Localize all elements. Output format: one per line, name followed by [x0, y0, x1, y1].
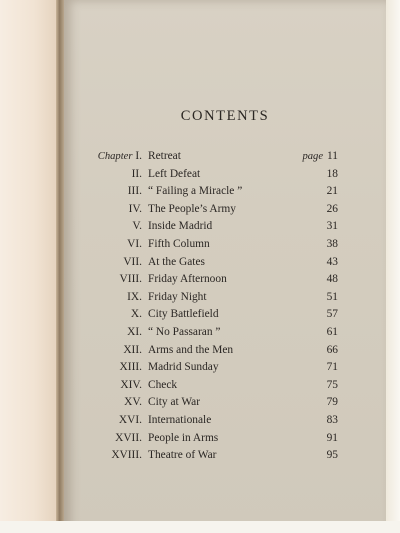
page-number-value: 91: [326, 431, 338, 444]
chapter-title: Madrid Sunday: [148, 361, 219, 374]
page-number-value: 43: [326, 255, 338, 268]
chapter-numeral-value: XIV.: [120, 378, 142, 391]
page-number-value: 18: [326, 167, 338, 180]
toc-row: [84, 430, 338, 448]
chapter-numeral-value: III.: [127, 185, 142, 198]
page-number: [327, 183, 338, 201]
chapter-title: Retreat: [148, 150, 181, 162]
page-number-value: 83: [326, 413, 338, 426]
page-number: [327, 201, 338, 219]
toc-row: [84, 218, 338, 236]
chapter-title: Inside Madrid: [148, 220, 213, 233]
toc-row: [84, 412, 338, 430]
page-number-value: 61: [326, 325, 338, 338]
toc-row: [84, 342, 338, 360]
chapter-numeral: [127, 236, 142, 254]
chapter-numeral-value: VI.: [127, 237, 142, 250]
contents-heading: CONTENTS: [180, 108, 270, 124]
chapter-numeral: [123, 342, 142, 360]
page-number: [327, 394, 338, 412]
chapter-numeral: [98, 148, 142, 166]
page-number: [327, 324, 338, 342]
left-page: [0, 0, 58, 533]
page-number-value: 75: [326, 378, 338, 391]
toc-row: [84, 289, 338, 307]
background-strip: [0, 521, 400, 533]
chapter-numeral: [120, 271, 142, 289]
chapter-title: Theatre of War: [148, 449, 217, 462]
chapter-numeral: [120, 377, 142, 395]
chapter-numeral-value: I.: [135, 150, 142, 162]
toc-row: [84, 254, 338, 272]
page-number-value: 21: [326, 185, 338, 198]
page-number-value: 66: [326, 343, 338, 356]
page-number: [327, 430, 338, 448]
chapter-numeral: [127, 289, 142, 307]
toc-row: [84, 306, 338, 324]
page-number: [327, 166, 338, 184]
chapter-numeral: [123, 254, 142, 272]
chapter-numeral-value: X.: [130, 308, 142, 321]
toc-row: [84, 166, 338, 184]
chapter-title: “ No Passaran ”: [148, 325, 221, 338]
page-number-value: 38: [326, 237, 338, 250]
chapter-numeral: [128, 183, 142, 201]
chapter-numeral: [119, 412, 142, 430]
toc-row: [84, 394, 338, 412]
page-number: [327, 236, 338, 254]
chapter-numeral-value: XV.: [124, 396, 142, 409]
chapter-numeral-value: XVII.: [115, 431, 142, 444]
chapter-numeral: [111, 447, 142, 465]
chapter-numeral-value: II.: [131, 167, 142, 180]
chapter-title: At the Gates: [148, 255, 205, 268]
chapter-numeral-value: IV.: [128, 202, 142, 215]
toc-row: [84, 324, 338, 342]
chapter-numeral-value: XVI.: [118, 413, 142, 426]
toc-row: [84, 236, 338, 254]
chapter-title: City at War: [148, 396, 201, 409]
toc-row: [84, 271, 338, 289]
toc-row: [84, 183, 338, 201]
chapter-numeral: [115, 430, 142, 448]
table-of-contents: [84, 148, 338, 465]
toc-row: [84, 447, 338, 465]
page-number: [327, 289, 338, 307]
page-number-value: 48: [326, 273, 338, 286]
page-number: [327, 254, 338, 272]
page-number: [327, 218, 338, 236]
page-number: [302, 148, 338, 166]
chapter-word: Chapter: [97, 151, 133, 162]
page-number-value: 31: [326, 220, 338, 233]
chapter-numeral: [124, 394, 142, 412]
page-number-value: 26: [326, 202, 338, 215]
page-number: [327, 377, 338, 395]
chapter-title: Left Defeat: [148, 167, 201, 180]
page-number-value: 71: [326, 361, 338, 374]
chapter-title: Friday Afternoon: [148, 273, 227, 286]
page-number: [327, 447, 338, 465]
chapter-title: “ Failing a Miracle ”: [148, 185, 243, 198]
chapter-title: Friday Night: [148, 290, 207, 303]
chapter-numeral: [131, 306, 142, 324]
toc-row: [84, 148, 338, 166]
chapter-numeral-value: XII.: [123, 343, 142, 356]
page-word: page: [302, 151, 324, 162]
chapter-numeral-value: VII.: [123, 255, 142, 268]
chapter-title: Arms and the Men: [148, 343, 234, 356]
chapter-numeral-value: V.: [132, 220, 142, 233]
chapter-numeral-value: XI.: [127, 325, 142, 338]
page-number: [327, 306, 338, 324]
page-number-value: 11: [327, 150, 338, 162]
chapter-numeral-value: IX.: [127, 290, 142, 303]
page-number: [327, 412, 338, 430]
chapter-title: Internationale: [148, 413, 212, 426]
page-number-value: 79: [326, 396, 338, 409]
page-number-value: 57: [326, 308, 338, 321]
chapter-title: People in Arms: [148, 431, 219, 444]
chapter-numeral: [127, 324, 142, 342]
chapter-numeral-value: VIII.: [119, 273, 142, 286]
page-number: [327, 271, 338, 289]
chapter-numeral: [120, 359, 142, 377]
chapter-numeral-value: XVIII.: [111, 449, 142, 462]
book-spine: [56, 0, 64, 533]
toc-row: [84, 201, 338, 219]
chapter-title: City Battlefield: [148, 308, 219, 321]
toc-row: [84, 359, 338, 377]
chapter-title: Fifth Column: [148, 237, 210, 250]
page-number-value: 95: [326, 449, 338, 462]
chapter-numeral-value: XIII.: [119, 361, 142, 374]
chapter-numeral: [132, 166, 142, 184]
chapter-numeral: [132, 218, 142, 236]
chapter-numeral: [129, 201, 142, 219]
chapter-title: Check: [148, 378, 178, 391]
page-number-value: 51: [326, 290, 338, 303]
page-number: [327, 359, 338, 377]
page-edge: [386, 0, 400, 533]
chapter-title: The People’s Army: [148, 202, 236, 215]
toc-row: [84, 377, 338, 395]
page-number: [327, 342, 338, 360]
